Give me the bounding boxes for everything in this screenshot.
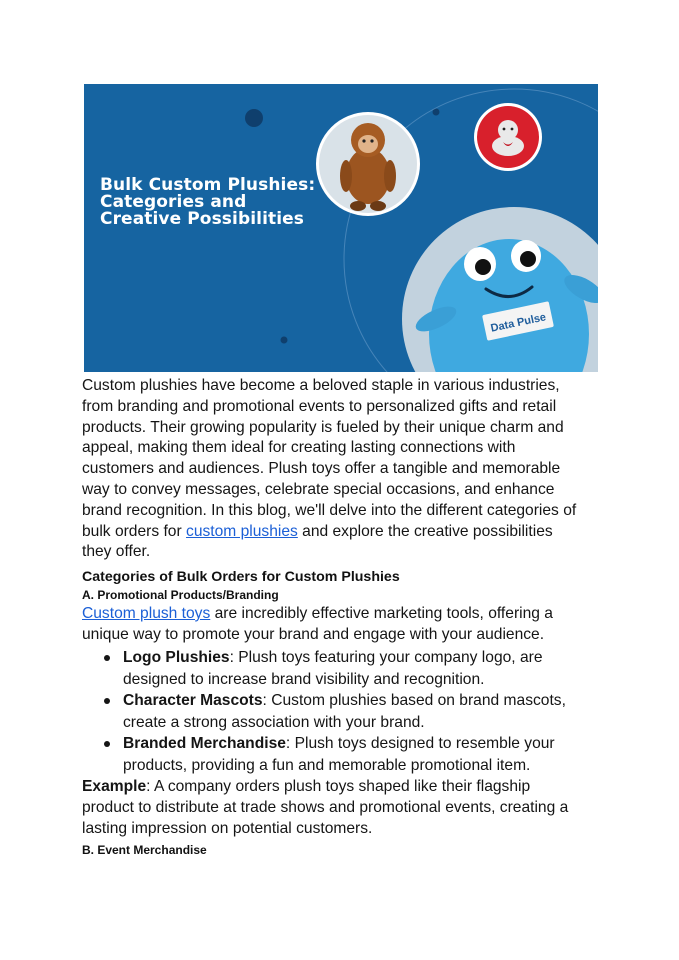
bullet-icon: [104, 698, 110, 704]
hero-title-line-1: Bulk Custom Plushies:: [100, 175, 316, 195]
list-item: [82, 647, 582, 690]
mascot-badge-text: Data Pulse: [489, 311, 548, 335]
bullet-text: : Custom plushies based on brand mascots, create a strong association with your brand.: [123, 692, 566, 731]
custom-plushies-link[interactable]: custom plushies: [186, 522, 298, 540]
promotional-paragraph: [82, 604, 582, 646]
bullet-icon: [104, 655, 110, 661]
hero-title-line-2: Categories and: [100, 192, 247, 212]
hero-title-line-3: Creative Possibilities: [100, 209, 305, 229]
intro-text: Custom plushies have become a beloved staple in various industries, from branding and promotional events to personalized gifts and retail products. Their growing popularity is fueled by their unique charm and appeal, making them ideal for creating lasting connections with customers and audiences. Plush toys offer a tangible and memorable way to convey messages, celebrate special occasions, and enhance brand recognition. In this blog, we'll delve into the different categories of bulk orders for: [82, 377, 577, 540]
section-heading: Categories of Bulk Orders for Custom Plushies: [82, 569, 400, 585]
bullet-text: : Plush toys featuring your company logo, are designed to increase brand visibility and recognition.: [123, 649, 543, 688]
subheading-event-merchandise: B. Event Merchandise: [82, 843, 207, 857]
bullet-icon: [104, 741, 110, 747]
bullet-term: Logo Plushies: [123, 649, 230, 666]
bullet-text: : Plush toys designed to resemble your products, providing a fun and memorable promotional item.: [123, 735, 555, 774]
custom-plush-toys-link[interactable]: Custom plush toys: [82, 605, 211, 622]
example-paragraph: [82, 777, 582, 839]
bullet-list: [82, 647, 582, 776]
intro-text-end: and explore the creative possibilities they offer.: [82, 522, 553, 561]
seal-plush-icon: [474, 103, 542, 171]
example-label: Example: [82, 778, 147, 795]
decor-dot-bottom: [281, 337, 288, 344]
hero-banner: [84, 84, 598, 372]
example-text: : A company orders plush toys shaped like their flagship product to distribute at trade shows and promotional events, creating a lasting impression on potential customers.: [82, 778, 569, 837]
bullet-term: Branded Merchandise: [123, 735, 286, 752]
list-item: [82, 690, 582, 733]
subheading-promotional: A. Promotional Products/Branding: [82, 588, 279, 602]
list-item: [82, 733, 582, 776]
decor-dot-large: [245, 109, 263, 127]
promotional-text: are incredibly effective marketing tools, offering a unique way to promote your brand and engage with your audience.: [82, 605, 553, 643]
hero-title: [100, 177, 340, 228]
bullet-term: Character Mascots: [123, 692, 263, 709]
intro-paragraph: [82, 376, 582, 563]
